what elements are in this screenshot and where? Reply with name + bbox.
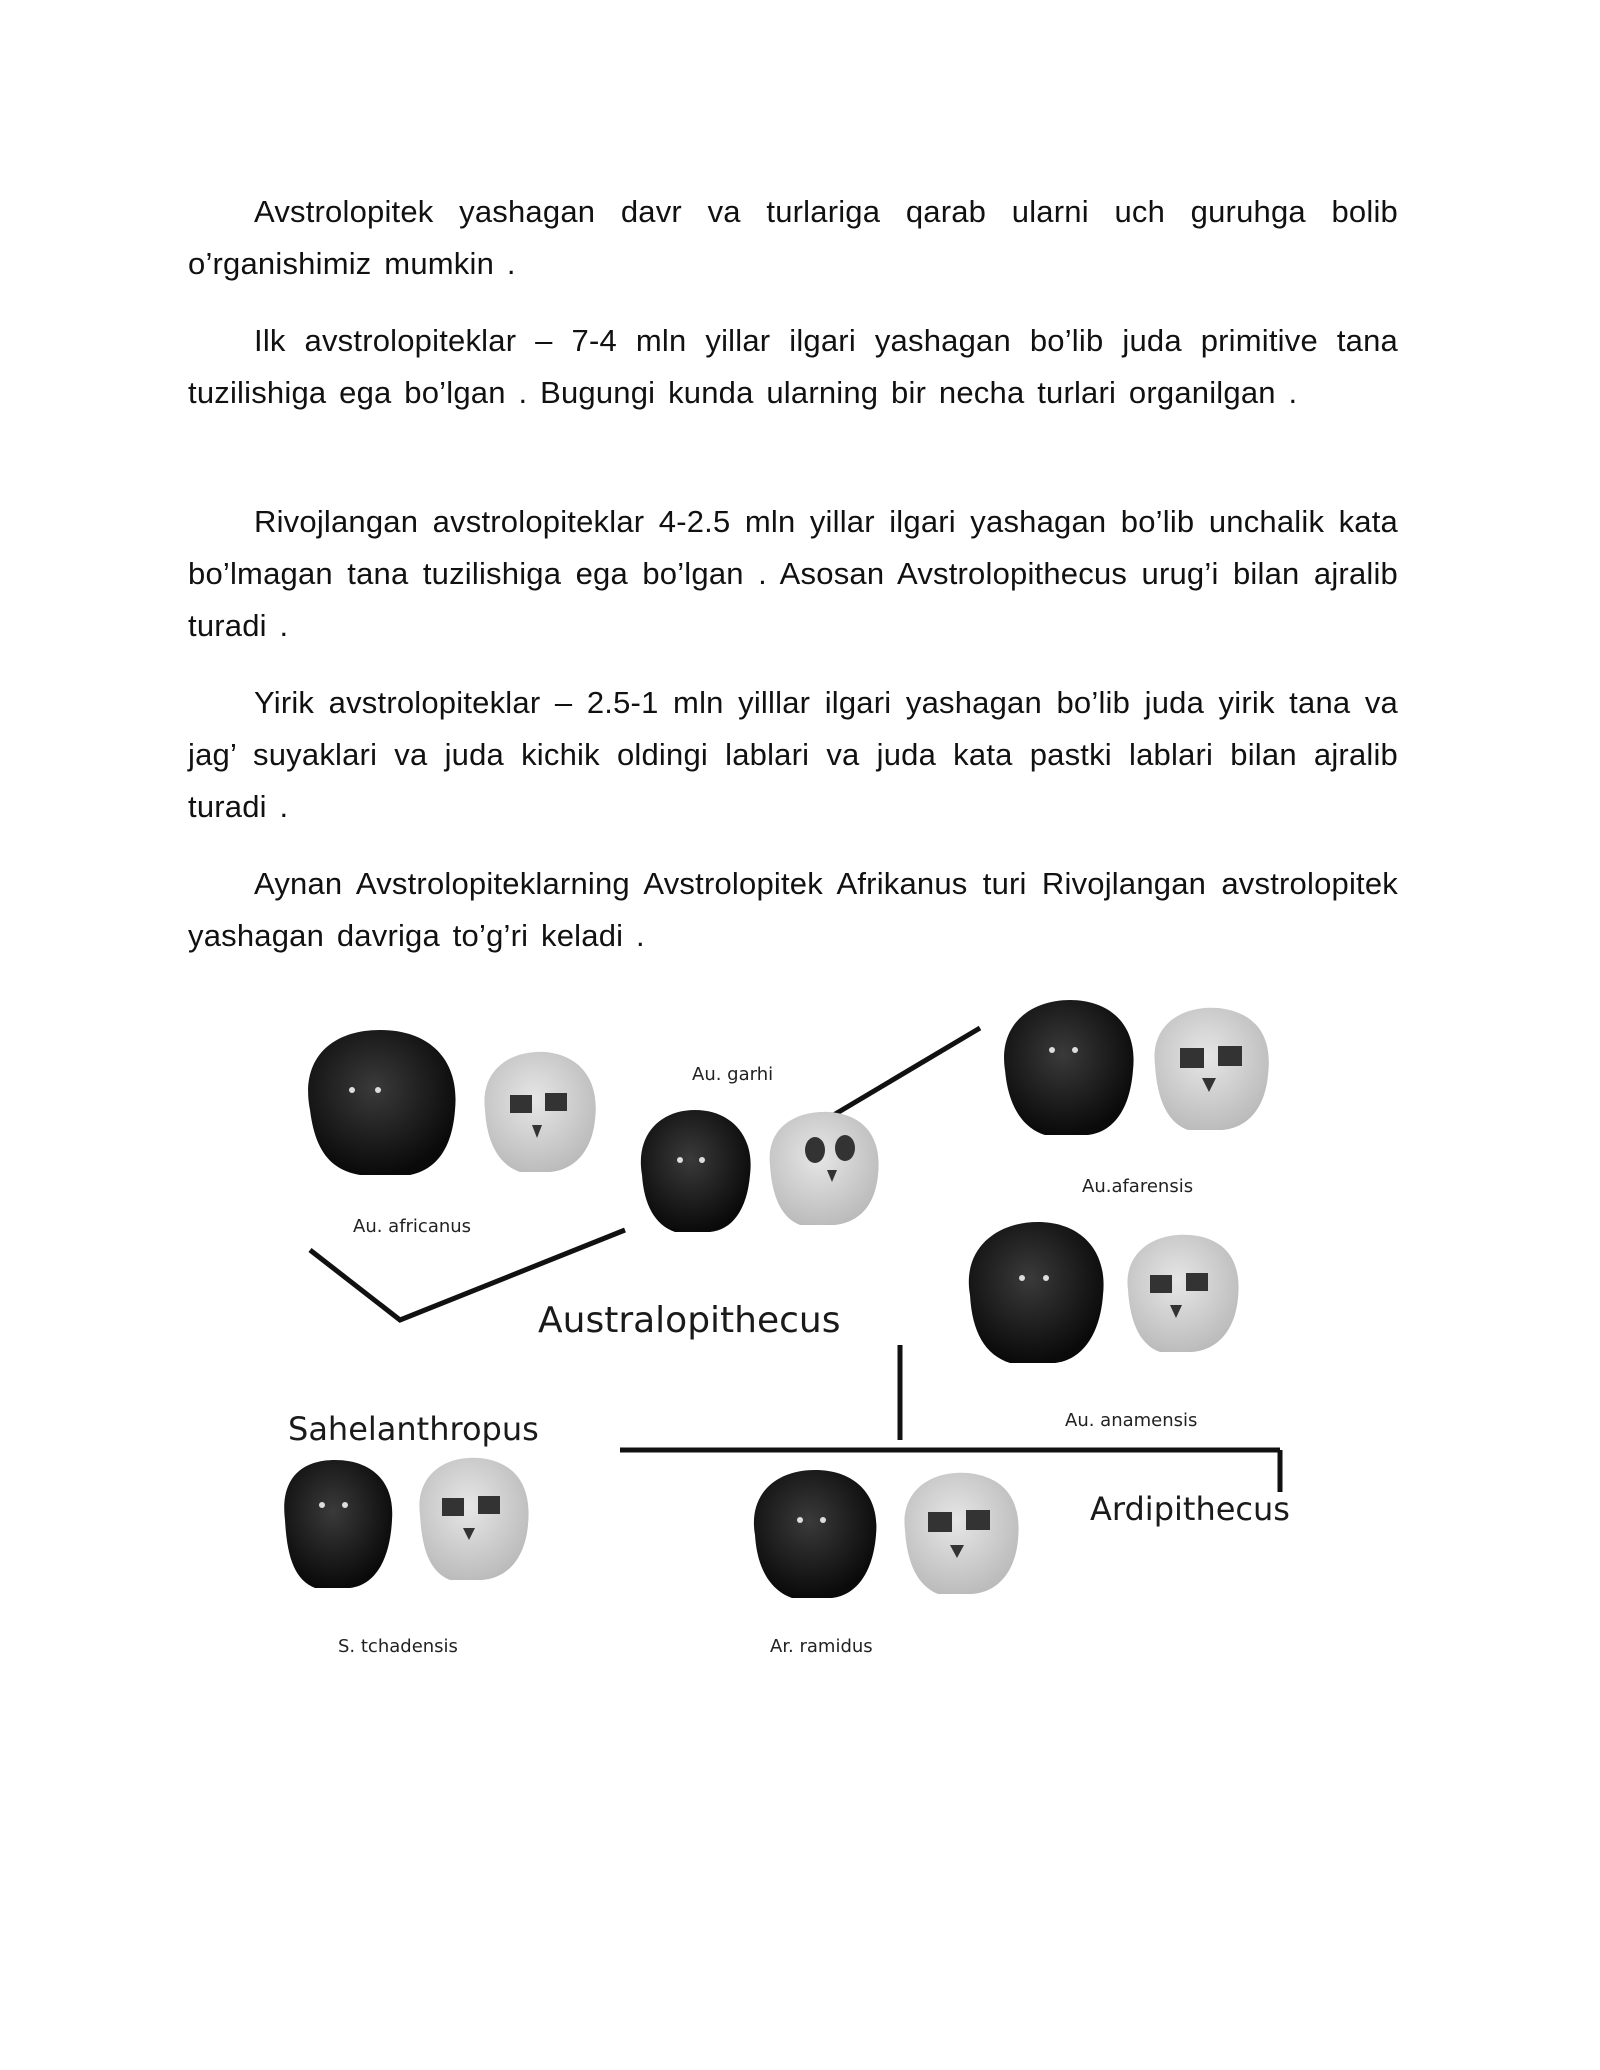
afarensis-label: Au.afarensis [1082, 1176, 1194, 1197]
anamensis-skull-icon [1127, 1235, 1238, 1352]
paragraph-4 [188, 677, 1398, 833]
paragraph-3 [188, 496, 1398, 652]
garhi-label: Au. garhi [692, 1064, 774, 1085]
hominin-evolution-figure [270, 960, 1350, 1680]
tchadensis-head-icon [284, 1460, 392, 1588]
garhi-head-icon [641, 1110, 751, 1232]
afarensis-skull-icon [1154, 1008, 1268, 1130]
tchadensis-label: S. tchadensis [338, 1636, 458, 1657]
garhi-skull-icon [770, 1112, 879, 1225]
paragraph-4-text: Yirik avstrolopiteklar – 2.5-1 mln yilllar ilgari yashagan bo’lib juda yirik tana va jag’ suyaklari va juda kichik oldingi lablari va juda kata pastki lablari bilan ajralib turadi . [188, 685, 1398, 824]
anamensis-head-icon [969, 1222, 1104, 1363]
africanus-label: Au. africanus [353, 1216, 472, 1237]
paragraph-1-text: Avstrolopitek yashagan davr va turlariga qarab ularni uch guruhga bolib o’rganishimiz mumkin . [188, 194, 1398, 281]
paragraph-2-text: Ilk avstrolopiteklar – 7-4 mln yillar ilgari yashagan bo’lib juda primitive tana tuzilishiga ega bo’lgan . Bugungi kunda ularning bir necha turlari organilgan . [188, 323, 1398, 410]
paragraph-1 [188, 186, 1398, 290]
anamensis-label: Au. anamensis [1065, 1410, 1198, 1431]
ramidus-skull-icon [904, 1473, 1018, 1594]
africanus-head-icon [308, 1030, 455, 1175]
paragraph-5-text: Aynan Avstrolopiteklarning Avstrolopitek Afrikanus turi Rivojlangan avstrolopitek yashagan davriga to’g’ri keladi . [188, 866, 1398, 953]
paragraph-5 [188, 858, 1398, 962]
sahelanthropus-label: Sahelanthropus [288, 1410, 539, 1448]
afarensis-head-icon [1004, 1000, 1134, 1135]
paragraph-3-text: Rivojlangan avstrolopiteklar 4-2.5 mln yillar ilgari yashagan bo’lib unchalik kata bo’lmagan tana tuzilishiga ega bo’lgan . Asosan Avstrolopithecus urug’i bilan ajralib turadi . [188, 504, 1398, 643]
ramidus-head-icon [754, 1470, 877, 1598]
ramidus-label: Ar. ramidus [770, 1636, 873, 1657]
ardipithecus-label: Ardipithecus [1090, 1490, 1290, 1528]
tchadensis-skull-icon [419, 1458, 528, 1580]
australopithecus-label: Australopithecus [538, 1300, 841, 1341]
figure-svg [270, 960, 1350, 1680]
paragraph-2 [188, 315, 1398, 419]
africanus-skull-icon [484, 1052, 595, 1172]
